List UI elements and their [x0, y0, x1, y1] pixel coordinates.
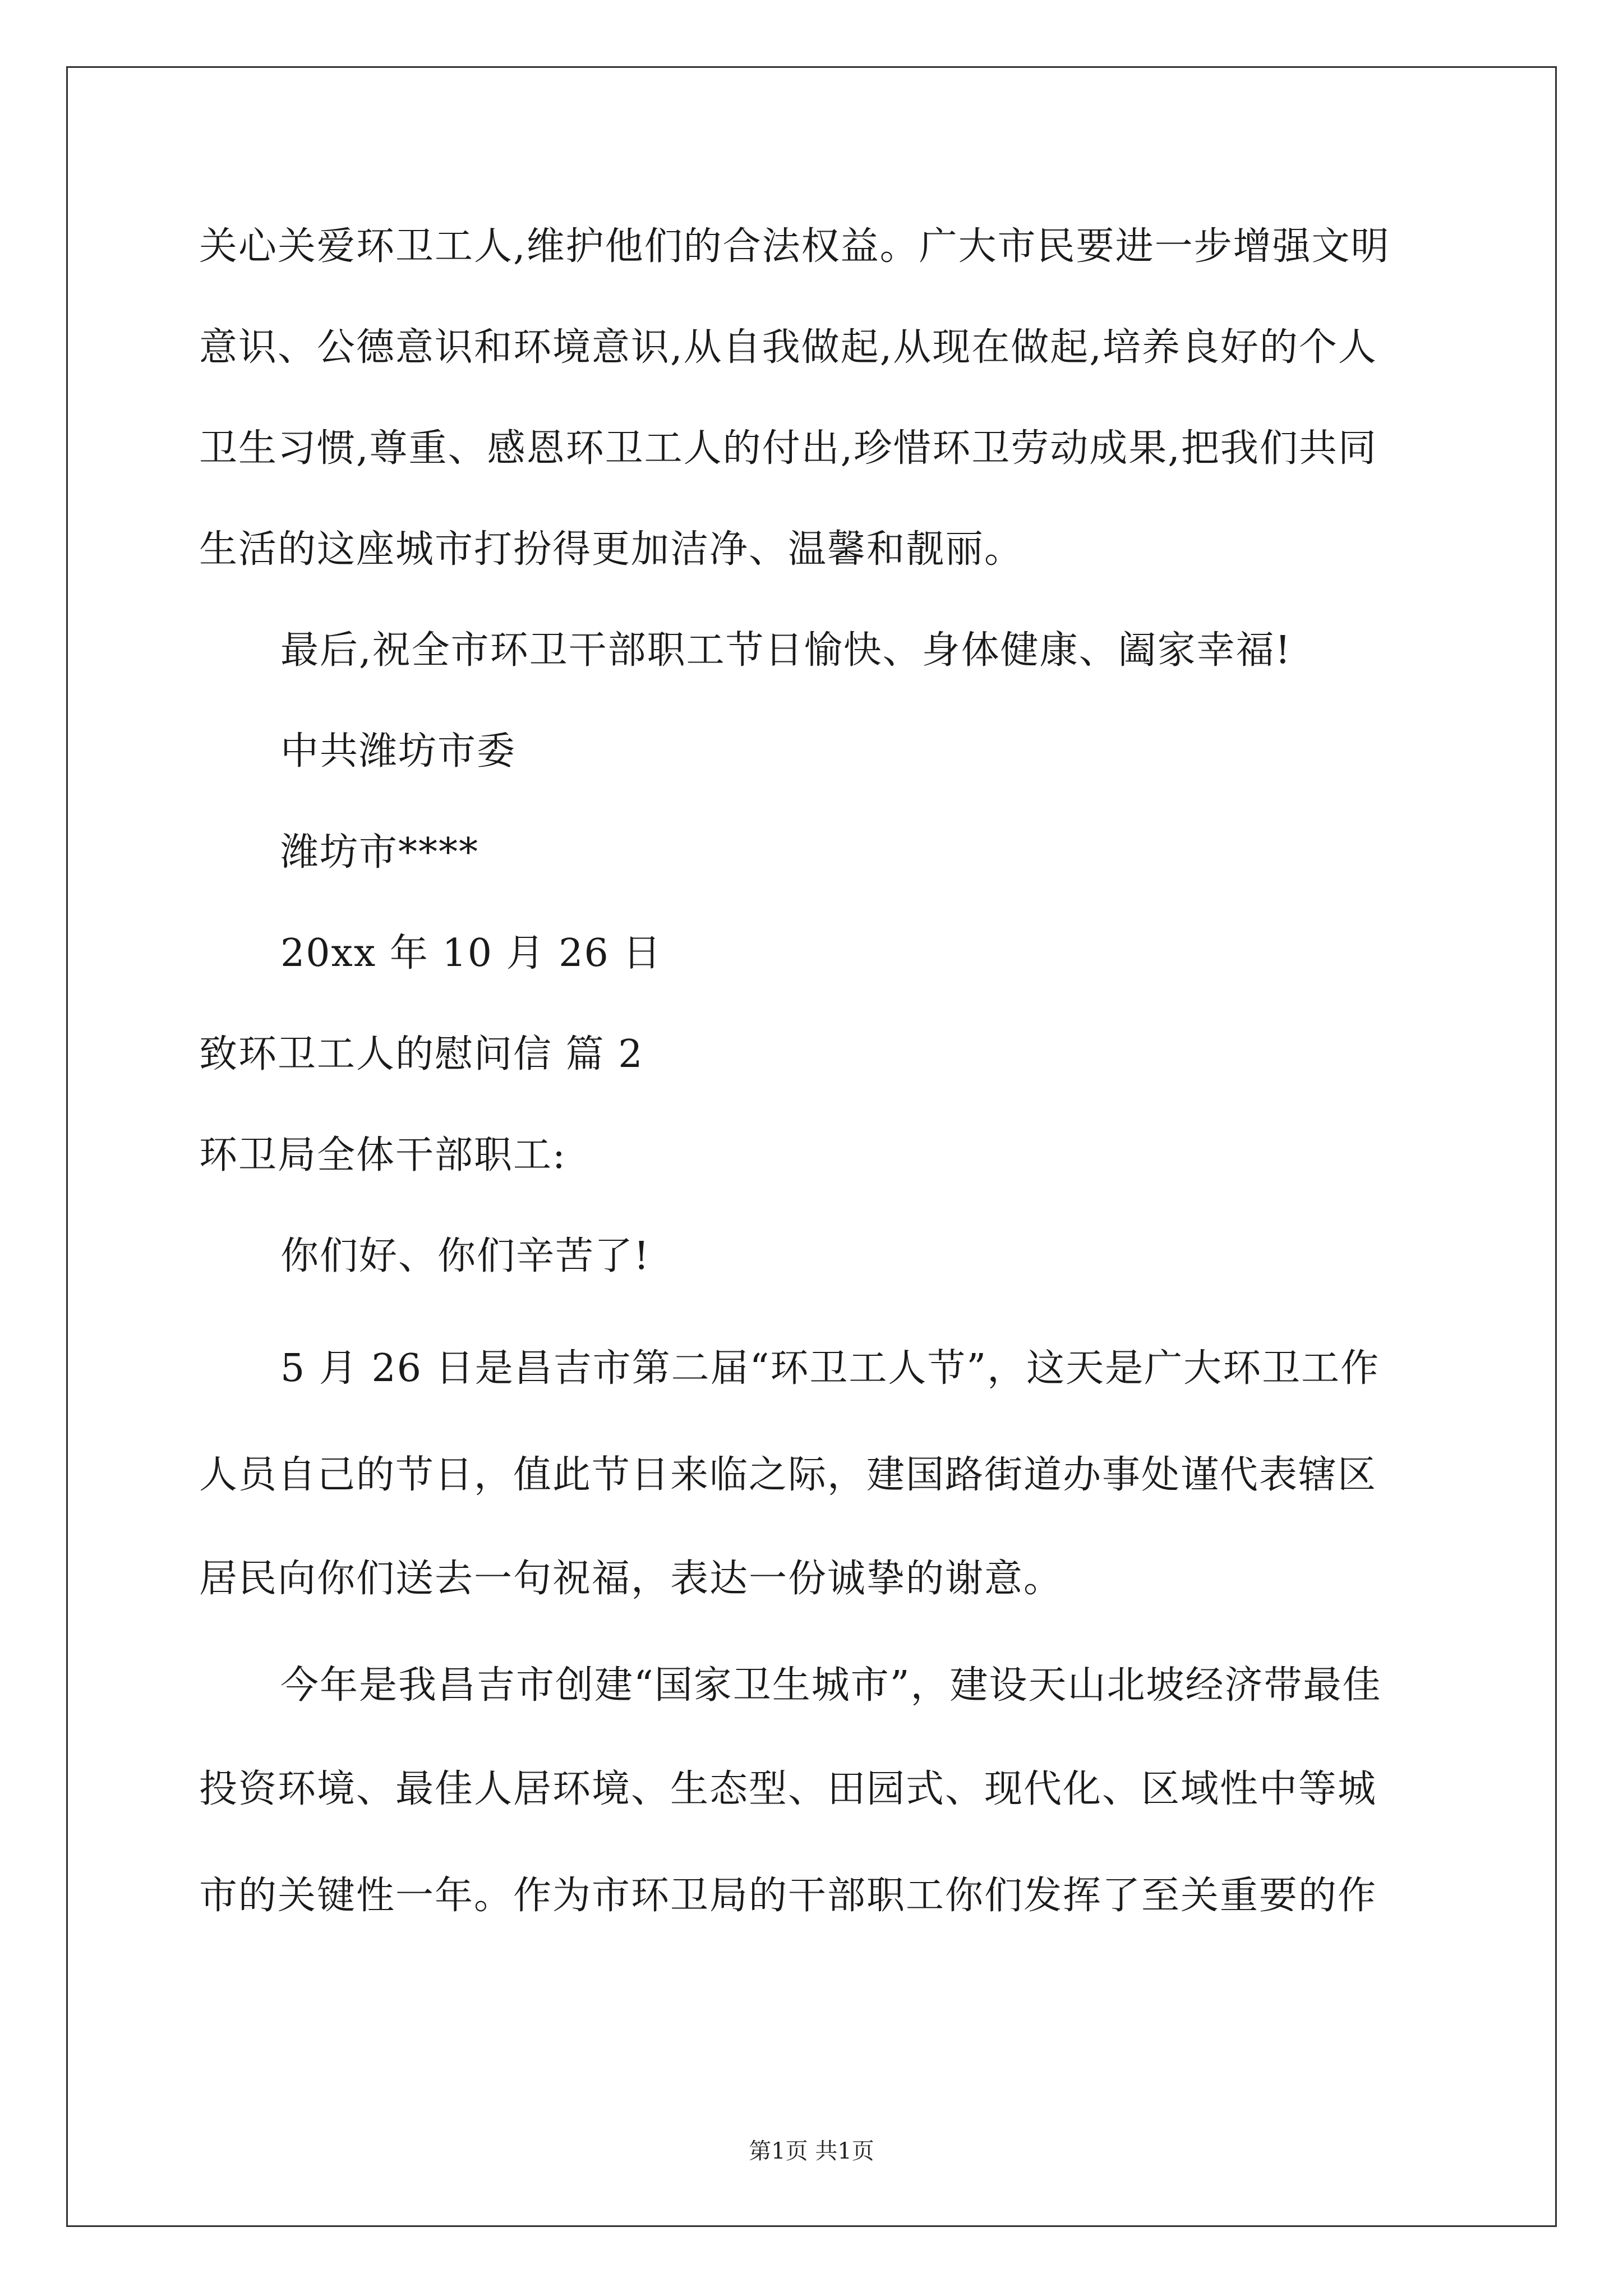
body-line-8: 今年是我昌吉市创建“国家卫生城市”，建设天山北坡经济带最佳	[280, 1663, 1382, 1708]
body-line-1: 关心关爱环卫工人,维护他们的合法权益。广大市民要进一步增强文明	[199, 224, 1390, 269]
signature-org-1: 中共潍坊市委	[280, 729, 517, 774]
body-line-6: 人员自己的节日，值此节日来临之际，建国路街道办事处谨代表辖区	[199, 1453, 1377, 1497]
greeting: 你们好、你们辛苦了!	[280, 1234, 651, 1278]
body-line-10: 市的关键性一年。作为市环卫局的干部职工你们发挥了至关重要的作	[199, 1874, 1377, 1918]
body-line-5: 5 月 26 日是昌吉市第二届“环卫工人节”，这天是广大环卫工作	[280, 1346, 1380, 1391]
body-line-4: 生活的这座城市打扮得更加洁净、温馨和靓丽。	[199, 527, 1024, 572]
salutation: 环卫局全体干部职工:	[199, 1133, 566, 1177]
body-line-7: 居民向你们送去一句祝福，表达一份诚挚的谢意。	[199, 1557, 1063, 1601]
body-line-9: 投资环境、最佳人居环境、生态型、田园式、现代化、区域性中等城	[199, 1767, 1377, 1811]
body-line-3: 卫生习惯,尊重、感恩环卫工人的付出,珍惜环卫劳动成果,把我们共同	[199, 426, 1377, 471]
body-line-2: 意识、公德意识和环境意识,从自我做起,从现在做起,培养良好的个人	[199, 325, 1377, 370]
signature-org-2: 潍坊市****	[280, 830, 479, 875]
section-title: 致环卫工人的慰问信 篇 2	[199, 1032, 644, 1076]
signature-date: 20xx 年 10 月 26 日	[280, 931, 662, 976]
page-footer: 第1页 共1页	[749, 2138, 874, 2164]
closing-wish: 最后,祝全市环卫干部职工节日愉快、身体健康、阖家幸福!	[280, 628, 1292, 673]
